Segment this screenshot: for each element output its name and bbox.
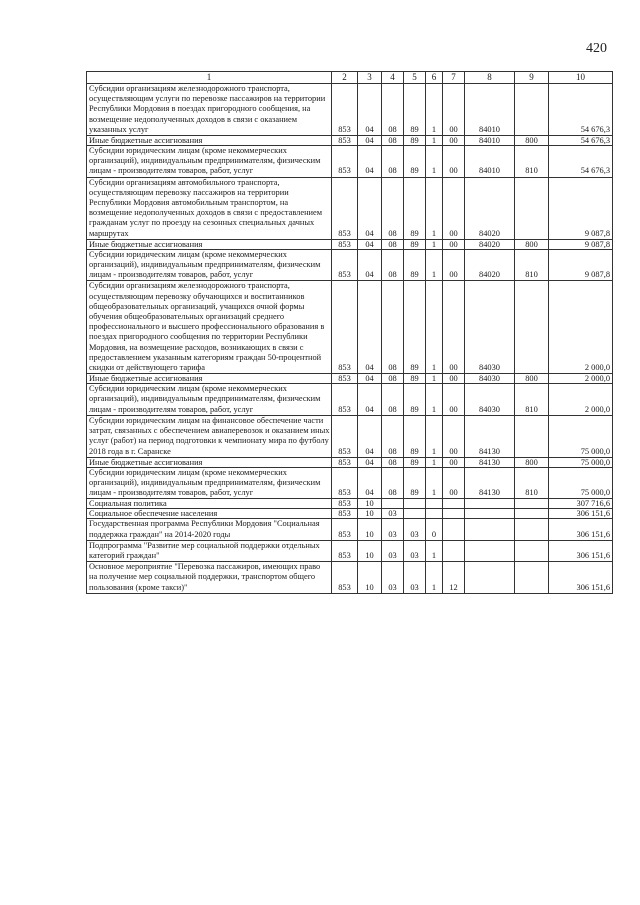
expense-type-code-cell: 800 [515,239,549,249]
activity-code-cell: 00 [443,84,465,136]
expense-code-cell: 84020 [465,177,515,239]
table-row [87,249,613,281]
activity-code-cell: 00 [443,457,465,467]
section-code-cell: 04 [358,146,382,178]
subsection-code-cell: 03 [382,540,404,561]
amount-cell: 307 716,6 [549,499,613,509]
table-row [87,84,613,136]
program-code-cell [404,499,426,509]
subprogram-code-cell [426,509,443,519]
section-code-cell: 04 [358,384,382,416]
activity-code-cell: 00 [443,136,465,146]
expense-type-code-cell [515,177,549,239]
subsection-code-cell: 08 [382,239,404,249]
amount-cell: 2 000,0 [549,374,613,384]
activity-code-cell [443,499,465,509]
table-row [87,374,613,384]
gov-code-cell: 853 [332,509,358,519]
table-row [87,177,613,239]
program-code-cell: 89 [404,384,426,416]
subsection-code-cell [382,499,404,509]
activity-code-cell: 00 [443,239,465,249]
program-code-cell: 03 [404,540,426,561]
section-code-cell: 04 [358,136,382,146]
table-row [87,415,613,457]
row-name-cell: Субсидии юридическим лицам (кроме некоммерческих организаций), индивидуальным предпринимателям, физическим лицам - производителям товаров, работ, услуг [87,384,332,416]
gov-code-cell: 853 [332,281,358,374]
section-code-cell: 10 [358,499,382,509]
gov-code-cell: 853 [332,146,358,178]
subprogram-code-cell: 1 [426,239,443,249]
gov-code-cell: 853 [332,519,358,540]
activity-code-cell: 00 [443,374,465,384]
expense-type-code-cell [515,281,549,374]
activity-code-cell: 00 [443,281,465,374]
program-code-cell: 89 [404,467,426,499]
subprogram-code-cell: 1 [426,177,443,239]
gov-code-cell: 853 [332,562,358,594]
amount-cell: 306 151,6 [549,509,613,519]
section-code-cell: 10 [358,519,382,540]
subsection-code-cell: 08 [382,457,404,467]
gov-code-cell: 853 [332,415,358,457]
expense-code-cell: 84030 [465,384,515,416]
section-code-cell: 04 [358,177,382,239]
activity-code-cell [443,519,465,540]
subsection-code-cell: 08 [382,249,404,281]
table-row [87,136,613,146]
amount-cell: 2 000,0 [549,281,613,374]
subprogram-code-cell: 1 [426,384,443,416]
program-code-cell: 89 [404,457,426,467]
section-code-cell: 04 [358,281,382,374]
page-number: 420 [586,41,607,56]
subsection-code-cell: 03 [382,509,404,519]
subprogram-code-cell: 1 [426,540,443,561]
section-code-cell: 04 [358,239,382,249]
section-code-cell: 04 [358,415,382,457]
expense-code-cell: 84030 [465,281,515,374]
expense-code-cell [465,509,515,519]
subsection-code-cell: 08 [382,177,404,239]
subsection-code-cell: 08 [382,384,404,416]
amount-cell: 75 000,0 [549,457,613,467]
table-row [87,281,613,374]
expense-code-cell [465,499,515,509]
amount-cell: 9 087,8 [549,239,613,249]
row-name-cell: Субсидии юридическим лицам на финансовое обеспечение части затрат, связанных с обеспечением авиаперевозок и оказанием иных услуг (работ) на период подготовки к чемпионату мира по футболу 2018 года в г. Саранске [87,415,332,457]
program-code-cell: 03 [404,519,426,540]
amount-cell: 75 000,0 [549,467,613,499]
row-name-cell: Субсидии юридическим лицам (кроме некоммерческих организаций), индивидуальным предпринимателям, физическим лицам - производителям товаров, работ, услуг [87,146,332,178]
gov-code-cell: 853 [332,467,358,499]
amount-cell: 54 676,3 [549,136,613,146]
expense-type-code-cell: 800 [515,457,549,467]
subprogram-code-cell: 1 [426,374,443,384]
subsection-code-cell: 03 [382,519,404,540]
section-code-cell: 04 [358,467,382,499]
row-name-cell: Основное мероприятие "Перевозка пассажиров, имеющих право на получение мер социальной поддержки, транспортом общего пользования (кроме такси)" [87,562,332,594]
row-name-cell: Иные бюджетные ассигнования [87,136,332,146]
expense-code-cell [465,540,515,561]
subprogram-code-cell [426,499,443,509]
subprogram-code-cell: 1 [426,281,443,374]
gov-code-cell: 853 [332,249,358,281]
subprogram-code-cell: 1 [426,457,443,467]
expense-type-code-cell: 810 [515,467,549,499]
gov-code-cell: 853 [332,239,358,249]
program-code-cell: 89 [404,239,426,249]
program-code-cell: 89 [404,136,426,146]
amount-cell: 9 087,8 [549,249,613,281]
row-name-cell: Субсидии юридическим лицам (кроме некоммерческих организаций), индивидуальным предпринимателям, физическим лицам - производителям товаров, работ, услуг [87,467,332,499]
row-name-cell: Социальное обеспечение населения [87,509,332,519]
table-body [87,84,613,594]
expense-code-cell: 84010 [465,146,515,178]
row-name-cell: Субсидии организациям железнодорожного транспорта, осуществляющим услуги по перевозке пассажиров на территории Республики Мордовия в поездах пригородного сообщения, на возмещение недополученных доходов в связи с оказанием указанных услуг [87,84,332,136]
expense-type-code-cell: 800 [515,374,549,384]
amount-cell: 306 151,6 [549,562,613,594]
amount-cell: 306 151,6 [549,519,613,540]
subsection-code-cell: 03 [382,562,404,594]
amount-cell: 75 000,0 [549,415,613,457]
subprogram-code-cell: 1 [426,146,443,178]
section-code-cell: 04 [358,84,382,136]
expense-code-cell [465,562,515,594]
expense-code-cell: 84010 [465,136,515,146]
table-row [87,239,613,249]
program-code-cell: 89 [404,84,426,136]
activity-code-cell: 00 [443,467,465,499]
activity-code-cell: 00 [443,146,465,178]
table-row [87,457,613,467]
gov-code-cell: 853 [332,84,358,136]
amount-cell: 54 676,3 [549,84,613,136]
table-row [87,499,613,509]
column-header: 4 [382,72,404,84]
subsection-code-cell: 08 [382,136,404,146]
row-name-cell: Иные бюджетные ассигнования [87,239,332,249]
subprogram-code-cell: 1 [426,562,443,594]
expense-type-code-cell [515,562,549,594]
subsection-code-cell: 08 [382,467,404,499]
section-code-cell: 10 [358,509,382,519]
activity-code-cell: 00 [443,249,465,281]
table-row [87,146,613,178]
expense-code-cell: 84130 [465,415,515,457]
row-name-cell: Социальная политика [87,499,332,509]
amount-cell: 306 151,6 [549,540,613,561]
column-header: 6 [426,72,443,84]
activity-code-cell [443,540,465,561]
subprogram-code-cell: 1 [426,136,443,146]
amount-cell: 54 676,3 [549,146,613,178]
row-name-cell: Субсидии организациям железнодорожного транспорта, осуществляющим перевозку обучающихся и воспитанников общеобразовательных организаций, учащихся очной формы обучения общеобразовательных организаций среднего профессионального и высшего профессионального образования в поездах пригородного сообщения по территории Республики Мордовия, на возмещение расходов, возникающих в связи с предоставлением указанным категориям граждан 50-процентной скидки от действующего тарифа [87,281,332,374]
column-header: 5 [404,72,426,84]
subprogram-code-cell: 1 [426,84,443,136]
row-name-cell: Подпрограмма "Развитие мер социальной поддержки отдельных категорий граждан" [87,540,332,561]
program-code-cell [404,509,426,519]
subprogram-code-cell: 1 [426,249,443,281]
program-code-cell: 89 [404,374,426,384]
expense-type-code-cell: 810 [515,146,549,178]
amount-cell: 2 000,0 [549,384,613,416]
subsection-code-cell: 08 [382,146,404,178]
expense-type-code-cell: 810 [515,249,549,281]
table-row [87,467,613,499]
expense-code-cell: 84010 [465,84,515,136]
gov-code-cell: 853 [332,136,358,146]
activity-code-cell [443,509,465,519]
activity-code-cell: 00 [443,415,465,457]
row-name-cell: Субсидии юридическим лицам (кроме некоммерческих организаций), индивидуальным предпринимателям, физическим лицам - производителям товаров, работ, услуг [87,249,332,281]
subsection-code-cell: 08 [382,374,404,384]
expense-type-code-cell [515,415,549,457]
expense-type-code-cell [515,540,549,561]
gov-code-cell: 853 [332,457,358,467]
column-header: 2 [332,72,358,84]
subprogram-code-cell: 0 [426,519,443,540]
column-header: 1 [87,72,332,84]
amount-cell: 9 087,8 [549,177,613,239]
program-code-cell: 03 [404,562,426,594]
activity-code-cell: 12 [443,562,465,594]
program-code-cell: 89 [404,146,426,178]
column-header: 10 [549,72,613,84]
expense-code-cell: 84130 [465,457,515,467]
subsection-code-cell: 08 [382,415,404,457]
row-name-cell: Иные бюджетные ассигнования [87,374,332,384]
column-header: 3 [358,72,382,84]
table-row [87,540,613,561]
expense-type-code-cell [515,499,549,509]
expense-code-cell: 84020 [465,239,515,249]
gov-code-cell: 853 [332,374,358,384]
gov-code-cell: 853 [332,499,358,509]
section-code-cell: 10 [358,562,382,594]
row-name-cell: Иные бюджетные ассигнования [87,457,332,467]
section-code-cell: 04 [358,374,382,384]
table-row [87,509,613,519]
expense-code-cell [465,519,515,540]
subprogram-code-cell: 1 [426,467,443,499]
activity-code-cell: 00 [443,177,465,239]
program-code-cell: 89 [404,177,426,239]
program-code-cell: 89 [404,249,426,281]
program-code-cell: 89 [404,281,426,374]
budget-table [86,71,613,594]
gov-code-cell: 853 [332,540,358,561]
row-name-cell: Субсидии организациям автомобильного транспорта, осуществляющим перевозку пассажиров на территории Республики Мордовия автомобильным транспортом, на возмещение недополученных доходов в связи с предоставлением гражданам услуг по проезду на сезонных специальных дачных маршрутах [87,177,332,239]
expense-type-code-cell [515,84,549,136]
subsection-code-cell: 08 [382,281,404,374]
column-header: 8 [465,72,515,84]
table-row [87,519,613,540]
section-code-cell: 04 [358,249,382,281]
expense-type-code-cell [515,519,549,540]
gov-code-cell: 853 [332,384,358,416]
section-code-cell: 10 [358,540,382,561]
program-code-cell: 89 [404,415,426,457]
activity-code-cell: 00 [443,384,465,416]
expense-type-code-cell [515,509,549,519]
section-code-cell: 04 [358,457,382,467]
gov-code-cell: 853 [332,177,358,239]
subprogram-code-cell: 1 [426,415,443,457]
column-header: 7 [443,72,465,84]
expense-code-cell: 84020 [465,249,515,281]
column-header: 9 [515,72,549,84]
subsection-code-cell: 08 [382,84,404,136]
expense-code-cell: 84030 [465,374,515,384]
table-row [87,562,613,594]
expense-type-code-cell: 800 [515,136,549,146]
table-header-row [87,72,613,84]
expense-type-code-cell: 810 [515,384,549,416]
table-row [87,384,613,416]
expense-code-cell: 84130 [465,467,515,499]
row-name-cell: Государственная программа Республики Мордовия "Социальная поддержка граждан" на 2014-2020 годы [87,519,332,540]
